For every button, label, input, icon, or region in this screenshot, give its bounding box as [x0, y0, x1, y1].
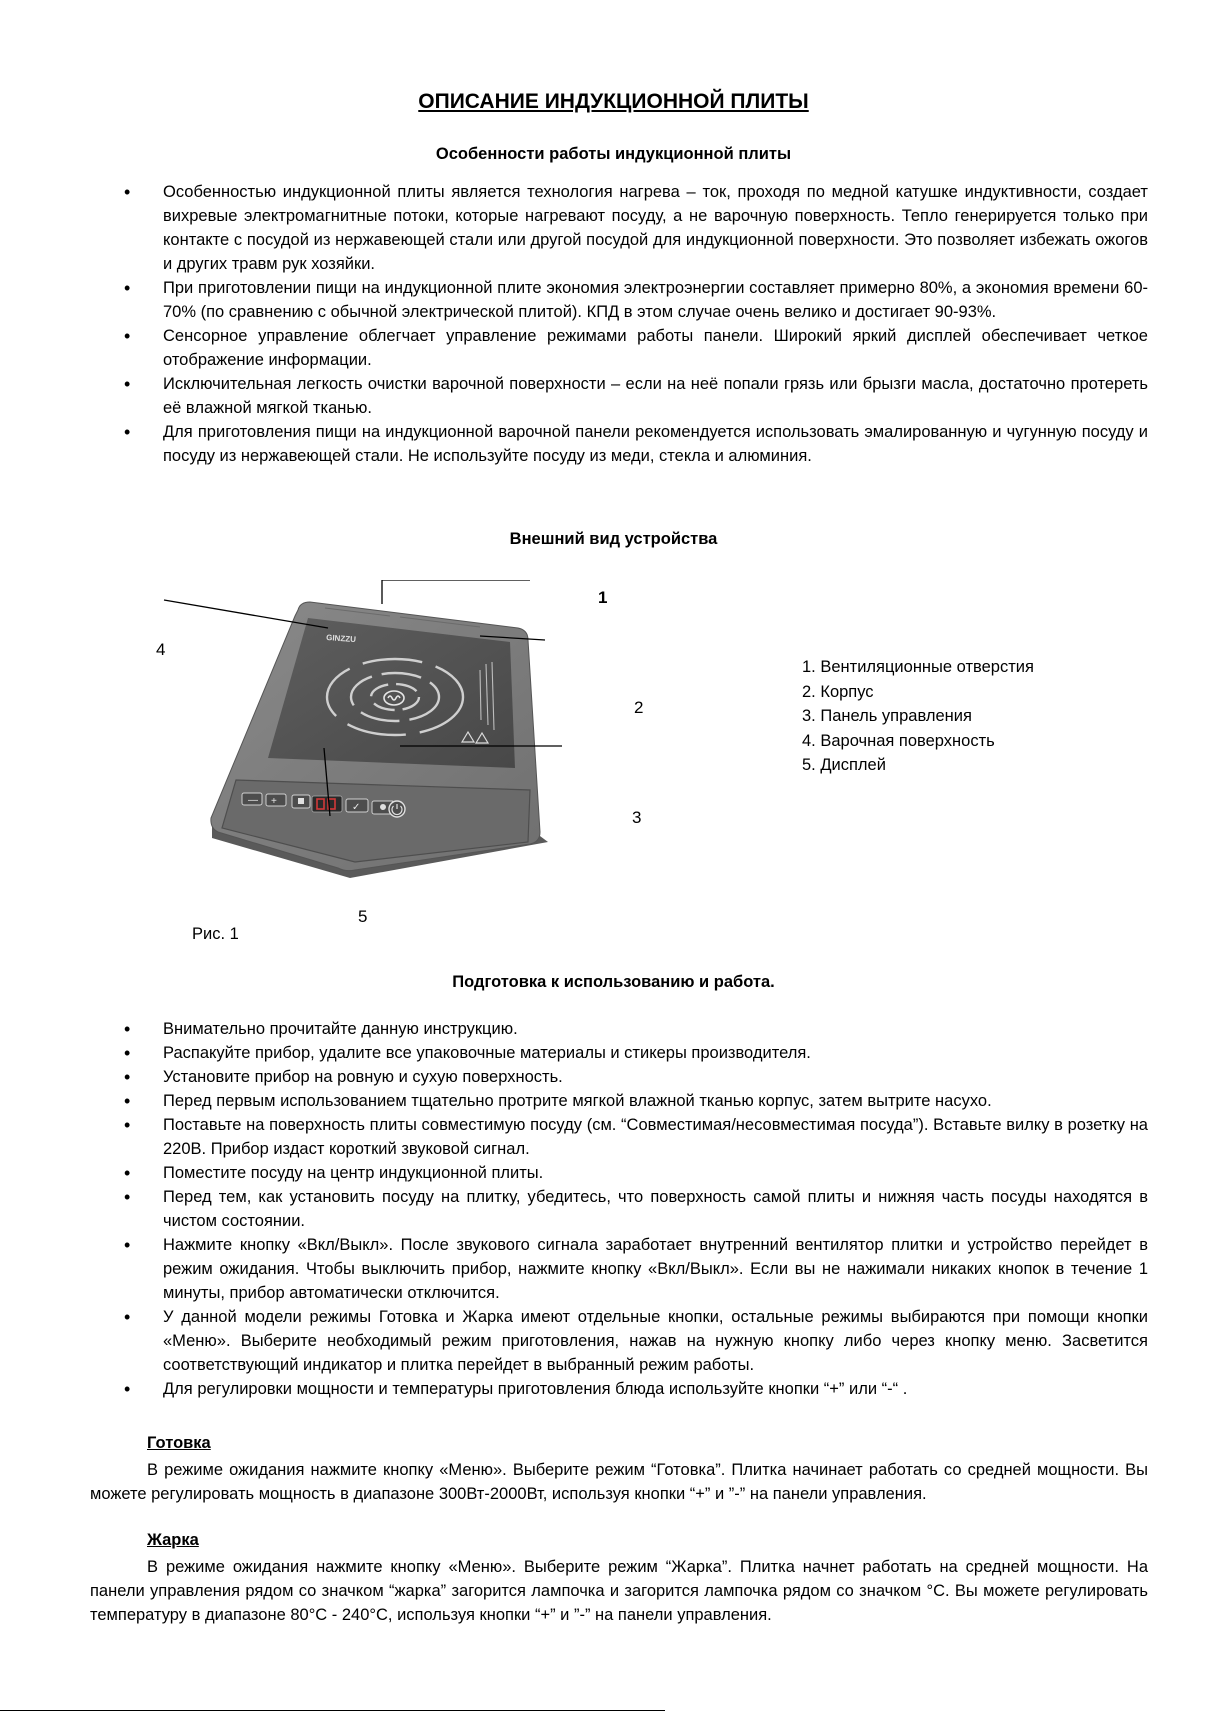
legend-item: 4. Варочная поверхность [802, 731, 995, 750]
list-item: • Распакуйте прибор, удалите все упаковочные материалы и стикеры производителя. [118, 1041, 1148, 1065]
section-heading-features: Особенности работы индукционной плиты [435, 145, 792, 163]
list-item: • Внимательно прочитайте данную инструкцию. [118, 1017, 1148, 1041]
list-item: • Установите прибор на ровную и сухую поверхность. [118, 1065, 1148, 1089]
subheading-zharka: Жарка [147, 1531, 199, 1549]
footer-divider [0, 1710, 665, 1711]
callout-label-4: 4 [156, 640, 166, 659]
svg-text:—: — [248, 795, 258, 806]
figure-caption: Рис. 1 [192, 925, 239, 943]
legend-item: 2. Корпус [802, 682, 874, 701]
list-item: • Для регулировки мощности и температуры приготовления блюда используйте кнопки “+” или “-“ . [118, 1377, 1148, 1401]
list-item: • Поставьте на поверхность плиты совместимую посуду (см. “Совместимая/несовместимая посуда”). Вставьте вилку в розетку на 220В. Прибор издаст короткий звуковой сигнал. [118, 1113, 1148, 1161]
list-item: • Нажмите кнопку «Вкл/Выкл». После звукового сигнала заработает внутренний вентилятор плитки и устройство перейдет в режим ожидания. Чтобы выключить прибор, нажмите кнопку «Вкл/Выкл». Если вы не нажимали никаких кнопок в течение 1 минуты, прибор автоматически отключится. [118, 1233, 1148, 1305]
svg-text:✓: ✓ [352, 802, 361, 813]
list-item: • Сенсорное управление облегчает управление режимами работы панели. Широкий яркий дисплей обеспечивает четкое отображение информации. [118, 324, 1148, 372]
page-title: ОПИСАНИЕ ИНДУКЦИОННОЙ ПЛИТЫ [418, 90, 809, 113]
preparation-list [118, 1017, 1148, 1401]
legend-item: 1. Вентиляционные отверстия [802, 658, 1034, 676]
paragraph-gotovka: В режиме ожидания нажмите кнопку «Меню». Выберите режим “Готовка”. Плитка начинает работать со средней мощности. Вы можете регулировать мощность в диапазоне 300Вт-2000Вт, используя кнопки “+” и ”-” на панели управления. [90, 1461, 1148, 1503]
callout-label-2: 2 [634, 698, 644, 717]
callout-label-1: 1 [598, 588, 608, 607]
paragraph-zharka: В режиме ожидания нажмите кнопку «Меню». Выберите режим “Жарка”. Плитка начнет работать на средней мощности. На панели управления рядом со значком “жарка” загорится лампочка и загорится лампочка рядом со значком °С. Вы можете регулировать температуру в диапазоне 80°С - 240°С, используя кнопки “+” и ”-” на панели управления. [90, 1558, 1148, 1624]
figure-legend [802, 655, 1034, 778]
list-item: • У данной модели режимы Готовка и Жарка имеют отдельные кнопки, остальные режимы выбираются при помощи кнопки «Меню». Выберите необходимый режим приготовления, нажав на нужную кнопку либо через кнопку меню. Засветится соответствующий индикатор и плитка перейдет в выбранный режим работы. [118, 1305, 1148, 1377]
list-item: • Перед первым использованием тщательно протрите мягкой влажной тканью корпус, затем вытрите насухо. [118, 1089, 1148, 1113]
section-heading-preparation: Подготовка к использованию и работа. [452, 973, 775, 991]
list-item: • Поместите посуду на центр индукционной плиты. [118, 1161, 1148, 1185]
callout-label-3: 3 [632, 808, 642, 827]
legend-item: 3. Панель управления [802, 707, 972, 725]
list-item: • При приготовлении пищи на индукционной плите экономия электроэнергии составляет примерно 80%, а экономия времени 60-70% (по сравнению с обычной электрической плитой). КПД в этом случае очень велико и достигает 90-93%. [118, 276, 1148, 324]
list-item: • Особенностью индукционной плиты является технология нагрева – ток, проходя по медной катушке индуктивности, создает вихревые электромагнитные потоки, которые нагревают посуду, а не варочную поверхность. Тепло генерируется только при контакте с посудой из нержавеющей стали или другой посудой для индукционной поверхности. Это позволяет избежать ожогов и других травм рук хозяйки. [118, 180, 1148, 276]
callout-label-5: 5 [358, 907, 368, 926]
list-item: • Перед тем, как установить посуду на плитку, убедитесь, что поверхность самой плиты и нижняя часть посуды находятся в чистом состоянии. [118, 1185, 1148, 1233]
list-item: • Исключительная легкость очистки варочной поверхности – если на неё попали грязь или брызги масла, достаточно протереть её влажной мягкой тканью. [118, 372, 1148, 420]
section-heading-appearance: Внешний вид устройства [509, 530, 718, 548]
brand-logo: GINZZU [325, 633, 357, 645]
features-list [118, 180, 1148, 468]
legend-item: 5. Дисплей [802, 756, 886, 774]
svg-text:+: + [271, 796, 277, 807]
subheading-gotovka: Готовка [147, 1434, 211, 1452]
list-item: • Для приготовления пищи на индукционной варочной панели рекомендуется использовать эмалированную и чугунную посуду и посуду из нержавеющей стали. Не используйте посуду из меди, стекла и алюминия. [118, 420, 1148, 468]
